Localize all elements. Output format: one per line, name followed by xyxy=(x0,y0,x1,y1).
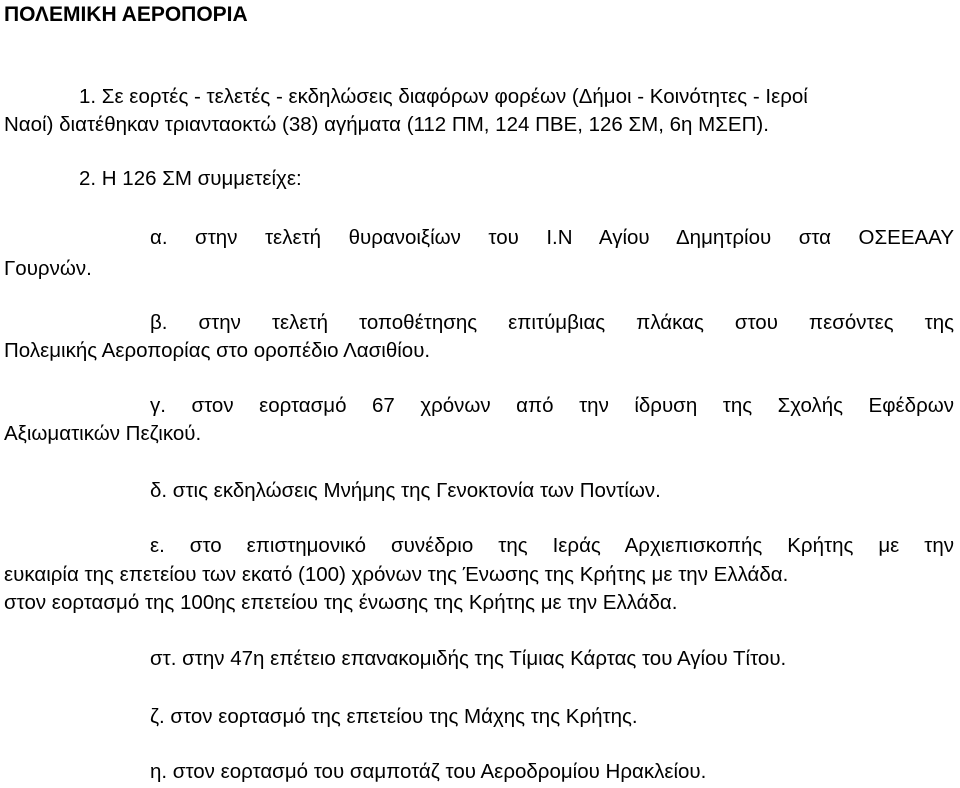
item-2z: ζ. στον εορτασμό της επετείου της Μάχης της Κρήτης. xyxy=(150,705,638,728)
item-2e-line-2: ευκαιρία της επετείου των εκατό (100) χρόνων της Ένωσης της Κρήτης με την Ελλάδα. xyxy=(4,563,789,586)
item-2e-line-3: στον εορτασμό της 100ης επετείου της ένωσης της Κρήτης με την Ελλάδα. xyxy=(4,591,678,614)
item-2c-line-2: Αξιωματικών Πεζικού. xyxy=(4,422,202,445)
item-2c-line-1: γ. στον εορτασμό 67 χρόνων από την ίδρυση της Σχολής Εφέδρων xyxy=(150,394,954,417)
item-2b-line-2: Πολεμικής Αεροπορίας στο οροπέδιο Λασιθίου. xyxy=(4,339,431,362)
item-2e-line-1: ε. στο επιστημονικό συνέδριο της Ιεράς Αρχιεπισκοπής Κρήτης με την xyxy=(150,534,954,557)
item-1-line-2: Ναοί) διατέθηκαν τριανταοκτώ (38) αγήματα (112 ΠΜ, 124 ΠΒΕ, 126 ΣΜ, 6η ΜΣΕΠ). xyxy=(4,113,769,136)
item-1-line-1: 1. Σε εορτές - τελετές - εκδηλώσεις διαφόρων φορέων (Δήμοι - Κοινότητες - Ιεροί xyxy=(79,85,808,108)
item-2a-line-2: Γουρνών. xyxy=(4,257,92,280)
item-2a-line-1: α. στην τελετή θυρανοιξίων του Ι.Ν Αγίου Δημητρίου στα ΟΣΕΕΑΑΥ xyxy=(150,226,954,249)
item-2st: στ. στην 47η επέτειο επανακομιδής της Τίμιας Κάρτας του Αγίου Τίτου. xyxy=(150,647,787,670)
item-2-intro: 2. Η 126 ΣΜ συμμετείχε: xyxy=(79,167,302,190)
item-2b-line-1: β. στην τελετή τοποθέτησης επιτύμβιας πλάκας στου πεσόντες της xyxy=(150,311,954,334)
page-title: ΠΟΛΕΜΙΚΗ ΑΕΡΟΠΟΡΙΑ xyxy=(4,3,248,26)
item-2d: δ. στις εκδηλώσεις Μνήμης της Γενοκτονία των Ποντίων. xyxy=(150,479,661,502)
item-2h: η. στον εορτασμό του σαμποτάζ του Αεροδρομίου Ηρακλείου. xyxy=(150,760,707,783)
